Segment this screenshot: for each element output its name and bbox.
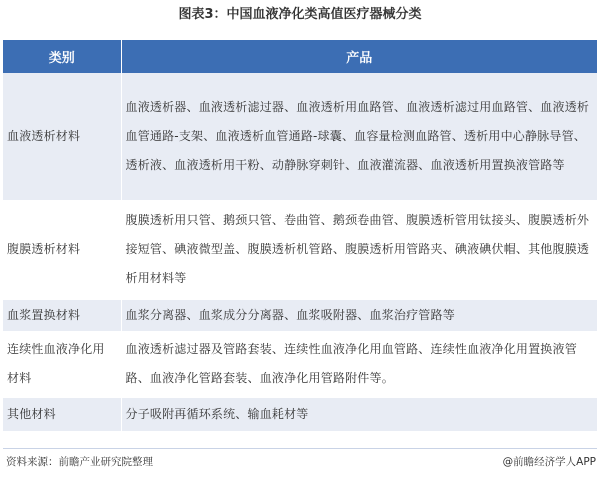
row-category: 腹膜透析材料 — [3, 200, 121, 299]
header-products: 产品 — [121, 40, 597, 73]
brand-credit: @前瞻经济学人APP — [502, 456, 596, 468]
table-row — [3, 331, 597, 397]
header-category: 类别 — [3, 40, 121, 73]
source-note: 资料来源：前瞻产业研究院整理 — [6, 456, 153, 468]
classification-table — [3, 40, 597, 432]
row-products: 血液透析滤过器及管路套装、连续性血液净化用血管路、连续性血液净化用置换液管路、血液净化管路套装、血液净化用管路附件等。 — [121, 331, 597, 397]
chart-title: 图表3：中国血液净化类高值医疗器械分类 — [178, 7, 422, 22]
row-products: 血浆分离器、血浆成分分离器、血浆吸附器、血浆治疗管路等 — [121, 299, 597, 331]
row-category: 连续性血液净化用材料 — [3, 331, 121, 397]
row-products: 腹膜透析用只管、鹅颈只管、卷曲管、鹅颈卷曲管、腹膜透析管用钛接头、腹膜透析外接短管、碘液微型盖、腹膜透析机管路、腹膜透析用管路夹、碘液碘伏帽、其他腹膜透析用材料等 — [121, 200, 597, 299]
table-row — [3, 299, 597, 331]
row-category: 血液透析材料 — [3, 73, 121, 200]
row-products: 分子吸附再循环系统、输血耗材等 — [121, 397, 597, 431]
table-row — [3, 73, 597, 200]
table-row — [3, 200, 597, 299]
footer-divider — [3, 448, 597, 449]
row-category: 血浆置换材料 — [3, 299, 121, 331]
row-products: 血液透析器、血液透析滤过器、血液透析用血路管、血液透析滤过用血路管、血液透析血管通路-支架、血液透析血管通路-球囊、血容量检测血路管、透析用中心静脉导管、透析液、血液透析用干粉、动静脉穿刺针、血液灌流器、血液透析用置换液管路等 — [121, 73, 597, 200]
row-category: 其他材料 — [3, 397, 121, 431]
table-header-row — [3, 40, 597, 73]
table-row — [3, 397, 597, 431]
